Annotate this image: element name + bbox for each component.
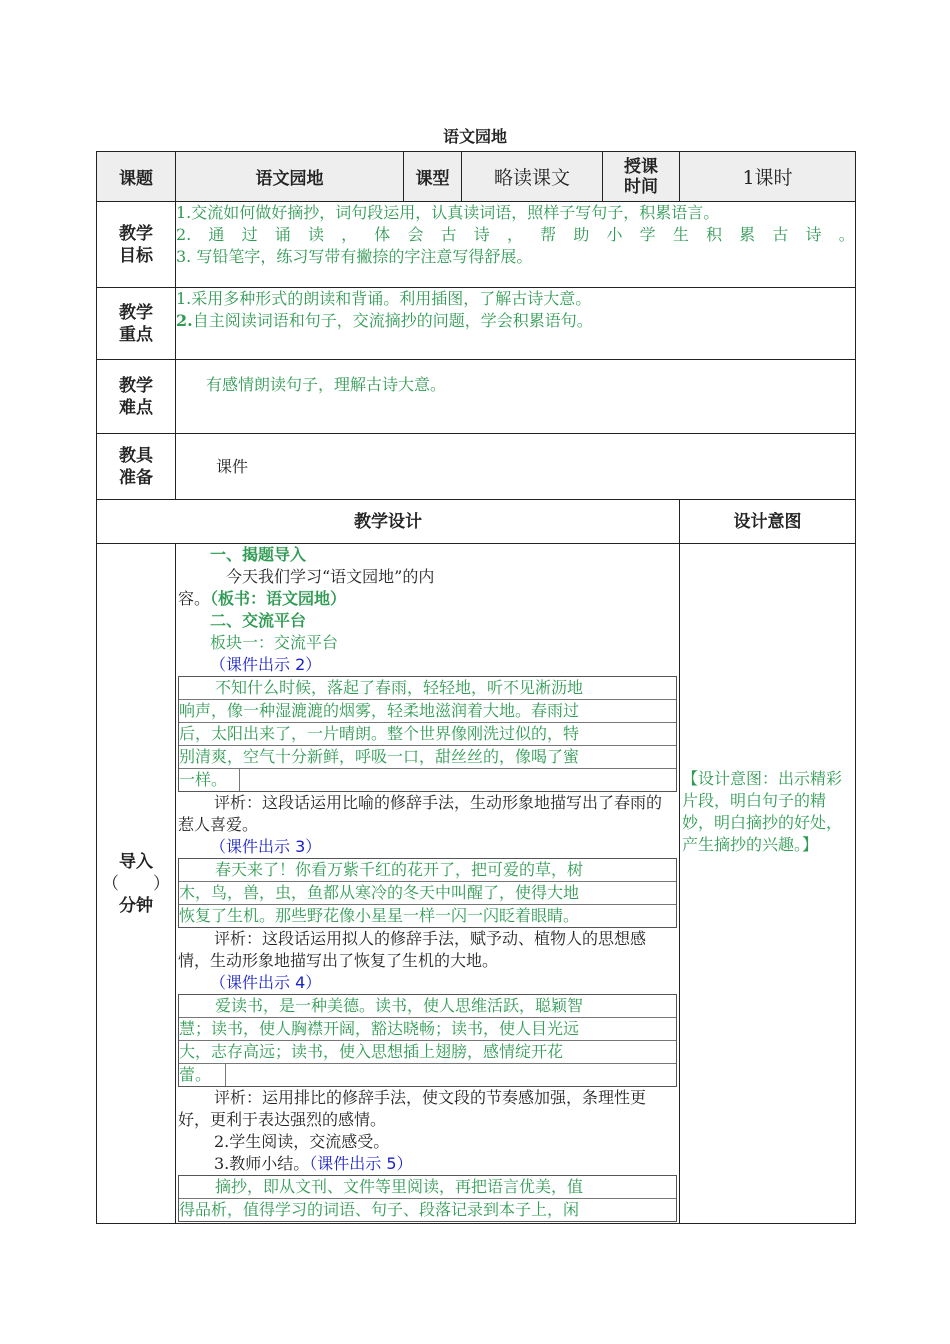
goal-1: 1.交流如何做好摘抄，词句段运用，认真读词语，照样子写句子，积累语言。	[176, 203, 720, 222]
quote3-line: 慧；读书，使人胸襟开阔，豁达晓畅；读书，使人目光远	[179, 1018, 676, 1041]
stage-line3: 分钟	[119, 895, 153, 916]
materials-label-line2: 准备	[119, 467, 153, 488]
quote3-line: 蕾。	[179, 1064, 226, 1086]
block-one: 板块一：交流平台	[210, 633, 339, 652]
goals-label	[97, 202, 176, 288]
board-note: （板书：语文园地）	[210, 589, 347, 608]
quote4-line: 摘抄，即从文刊、文件等里阅读，再把语言优美，值	[179, 1176, 676, 1199]
step-3: 3.教师小结。（课件出示 5）	[214, 1154, 413, 1173]
topic-label: 课题	[97, 152, 176, 202]
intro-line2: 容。（板书：语文园地）	[178, 589, 347, 608]
materials-content: 课件	[176, 434, 856, 500]
slide-3-note: （课件出示 3）	[210, 837, 322, 856]
quote-box-1	[178, 676, 677, 792]
design-intent-text: 【设计意图：出示精彩片段，明白句子的精妙，明白摘抄的好处，产生摘抄的兴趣。】	[682, 769, 843, 854]
time-label-line1: 授课	[624, 156, 658, 177]
key-points-label-line1: 教学	[119, 302, 153, 323]
stage-label	[97, 544, 176, 1224]
goal-3: 3. 写铅笔字，练习写带有撇捺的字注意写得舒展。	[176, 247, 533, 266]
key-point-2-text: 自主阅读词语和句子，交流摘抄的问题，学会积累语句。	[192, 311, 593, 330]
comment-1: 评析：这段话运用比喻的修辞手法，生动形象地描写出了春雨的惹人喜爱。	[178, 793, 663, 834]
heading-intro: 一、揭题导入	[210, 545, 307, 564]
intro-line1: 今天我们学习“语文园地”的内	[226, 567, 435, 586]
quote1-line: 不知什么时候，落起了春雨，轻轻地，听不见淅沥地	[179, 677, 676, 700]
quote-box-2	[178, 858, 677, 928]
quote1-line: 别清爽，空气十分新鲜，呼吸一口，甜丝丝的，像喝了蜜	[179, 746, 676, 769]
header-row	[97, 152, 856, 202]
quote2-line: 春天来了！你看万紫千红的花开了，把可爱的草，树	[179, 859, 676, 882]
goals-content	[176, 202, 856, 288]
materials-label-line1: 教具	[119, 445, 153, 466]
design-header-row	[97, 500, 856, 544]
quote4-line: 得品析，值得学习的词语、句子、段落记录到本子上，闲	[179, 1200, 580, 1219]
stage-line1: 导入	[119, 851, 153, 872]
key-points-row	[97, 288, 856, 360]
time-label-line2: 时间	[624, 176, 658, 197]
quote-box-3	[178, 994, 677, 1087]
heading-exchange: 二、交流平台	[210, 611, 307, 630]
quote1-line: 响声，像一种湿漉漉的烟雾，轻柔地滋润着大地。春雨过	[179, 700, 676, 723]
time-label	[603, 152, 680, 202]
step-2: 2.学生阅读，交流感受。	[214, 1132, 390, 1151]
document-title: 语文园地	[442, 127, 507, 146]
slide-5-note: （课件出示 5）	[309, 1154, 413, 1173]
goals-label-line1: 教学	[119, 223, 153, 244]
topic-value: 语文园地	[176, 152, 404, 202]
quote1-line: 后，太阳出来了，一片晴朗。整个世界像刚洗过似的，特	[179, 723, 676, 746]
key-point-1: 1.采用多种形式的朗读和背诵。利用插图，了解古诗大意。	[176, 289, 592, 308]
materials-label	[97, 434, 176, 500]
stage-line2: （ ）	[102, 873, 170, 894]
key-points-label-line2: 重点	[119, 324, 153, 345]
goals-label-line2: 目标	[119, 245, 153, 266]
difficulties-label	[97, 360, 176, 434]
difficulties-label-line2: 难点	[119, 397, 153, 418]
intent-content	[680, 544, 856, 1224]
goals-row	[97, 202, 856, 288]
quote2-line: 恢复了生机。那些野花像小星星一样一闪一闪眨着眼睛。	[179, 906, 580, 925]
type-value: 略读课文	[462, 152, 603, 202]
comment-2: 评析：这段话运用拟人的修辞手法，赋予动、植物人的思想感情，生动形象地描写出了恢复了生机的大地。	[178, 929, 647, 970]
design-header: 教学设计	[97, 500, 680, 544]
time-value: 1课时	[680, 152, 856, 202]
key-points-content	[176, 288, 856, 360]
key-point-2-number: 2.	[176, 311, 193, 330]
materials-row	[97, 434, 856, 500]
key-points-label	[97, 288, 176, 360]
lesson-plan-table	[96, 151, 856, 1224]
difficulties-row	[97, 360, 856, 434]
slide-2-note: （课件出示 2）	[210, 655, 322, 674]
quote3-line: 爱读书，是一种美德。读书，使人思维活跃，聪颖智	[179, 995, 676, 1018]
key-point-2	[176, 310, 855, 332]
quote2-line: 木，鸟，兽，虫，鱼都从寒冷的冬天中叫醒了，使得大地	[179, 882, 676, 905]
quote-box-4	[178, 1175, 677, 1222]
lesson-content	[176, 544, 680, 1224]
difficulties-label-line1: 教学	[119, 375, 153, 396]
difficulties-content: 有感情朗读句子，理解古诗大意。	[176, 360, 856, 434]
goal-2: 2. 通 过 诵 读 ， 体 会 古 诗 ， 帮 助 小 学 生 积 累 古 诗 。	[176, 225, 855, 244]
slide-4-note: （课件出示 4）	[210, 973, 322, 992]
comment-3: 评析：运用排比的修辞手法，使文段的节奏感加强，条理性更好，更利于表达强烈的感情。	[178, 1088, 647, 1129]
type-label: 课型	[404, 152, 462, 202]
lesson-row	[97, 544, 856, 1224]
quote3-line: 大，志存高远；读书，使入思想插上翅膀，感情绽开花	[179, 1041, 676, 1064]
quote1-line: 一样。	[179, 769, 240, 791]
lesson-content-inner	[176, 544, 679, 1223]
intent-header: 设计意图	[680, 500, 856, 544]
